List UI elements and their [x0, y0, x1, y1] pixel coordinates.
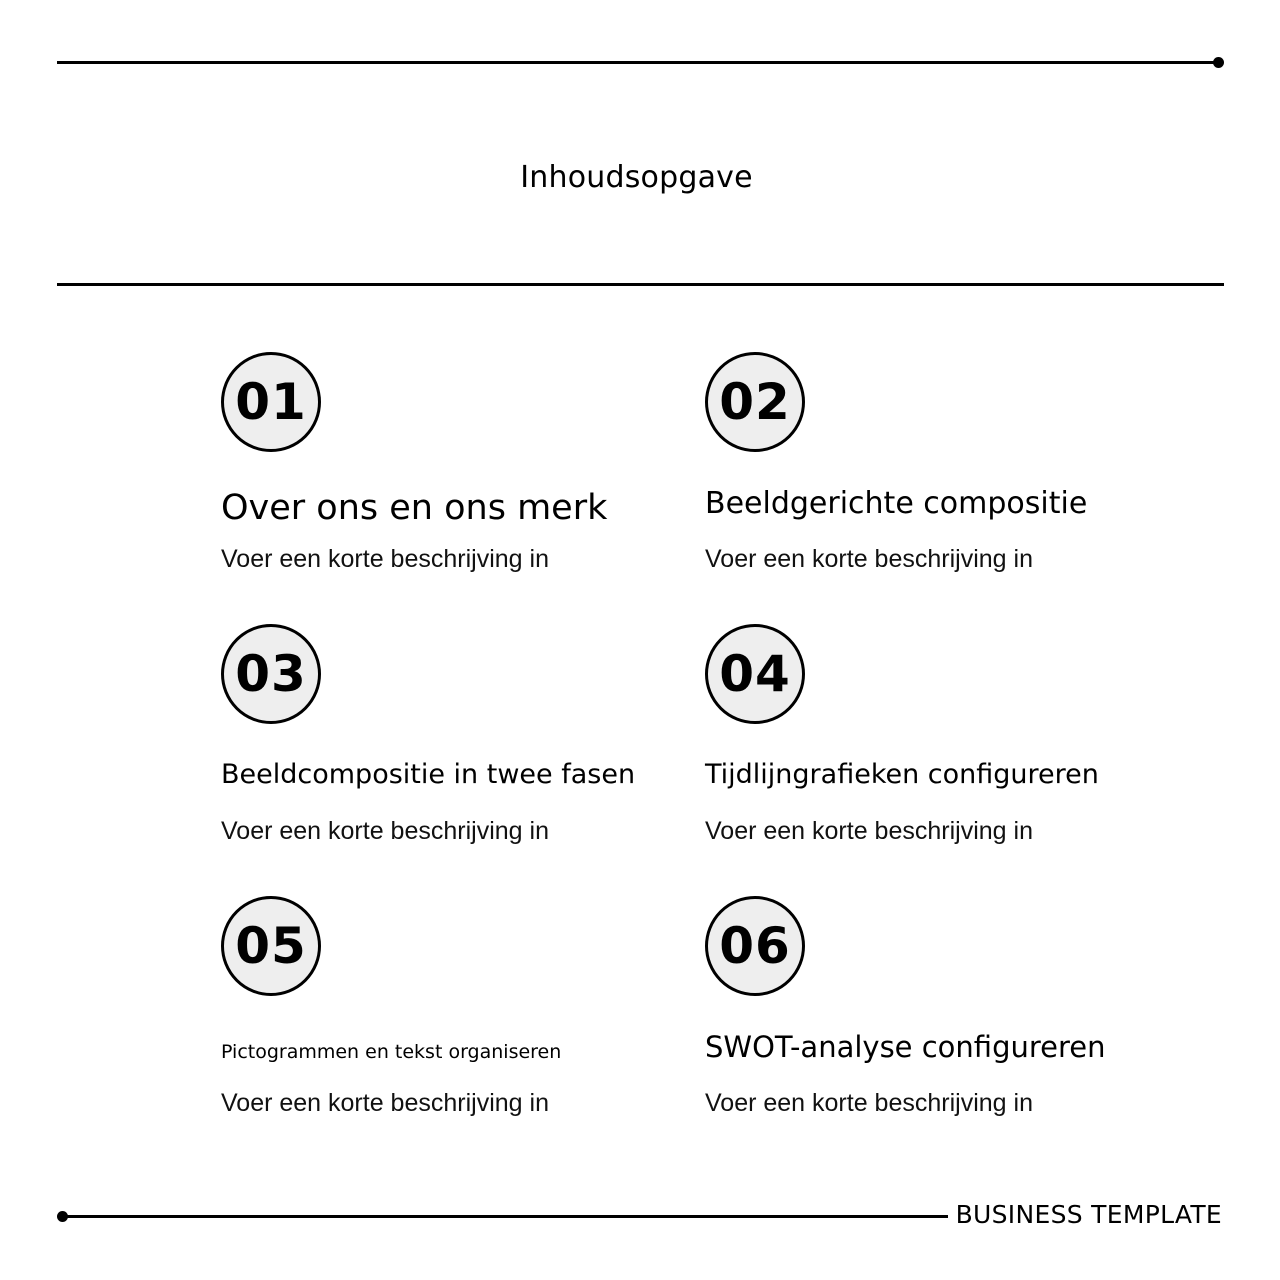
number-badge — [705, 896, 805, 996]
header-divider — [57, 283, 1224, 286]
item-number: 01 — [235, 373, 307, 431]
item-description: Voer een korte beschrijving in — [705, 817, 1033, 845]
item-number: 04 — [719, 645, 791, 703]
footer-label: BUSINESS TEMPLATE — [955, 1200, 1222, 1229]
item-title: Tijdlijngrafieken configureren — [705, 759, 1099, 790]
number-badge — [705, 624, 805, 724]
item-description: Voer een korte beschrijving in — [705, 1089, 1033, 1117]
item-number: 02 — [719, 373, 791, 431]
number-badge — [221, 624, 321, 724]
item-number: 05 — [235, 917, 307, 975]
top-divider — [57, 61, 1219, 64]
item-number: 06 — [719, 917, 791, 975]
item-title: Beeldcompositie in twee fasen — [221, 759, 636, 790]
item-title: Over ons en ons merk — [221, 488, 608, 528]
number-badge — [221, 352, 321, 452]
top-divider-end-dot — [1213, 57, 1224, 68]
page-title: Inhoudsopgave — [520, 160, 753, 195]
item-number: 03 — [235, 645, 307, 703]
item-description: Voer een korte beschrijving in — [221, 545, 549, 573]
item-description: Voer een korte beschrijving in — [221, 817, 549, 845]
item-title: Beeldgerichte compositie — [705, 486, 1088, 521]
number-badge — [705, 352, 805, 452]
bottom-divider — [63, 1215, 948, 1218]
item-title: Pictogrammen en tekst organiseren — [221, 1041, 562, 1063]
number-badge — [221, 896, 321, 996]
item-title: SWOT-analyse configureren — [705, 1030, 1106, 1064]
item-description: Voer een korte beschrijving in — [221, 1089, 549, 1117]
item-description: Voer een korte beschrijving in — [705, 545, 1033, 573]
